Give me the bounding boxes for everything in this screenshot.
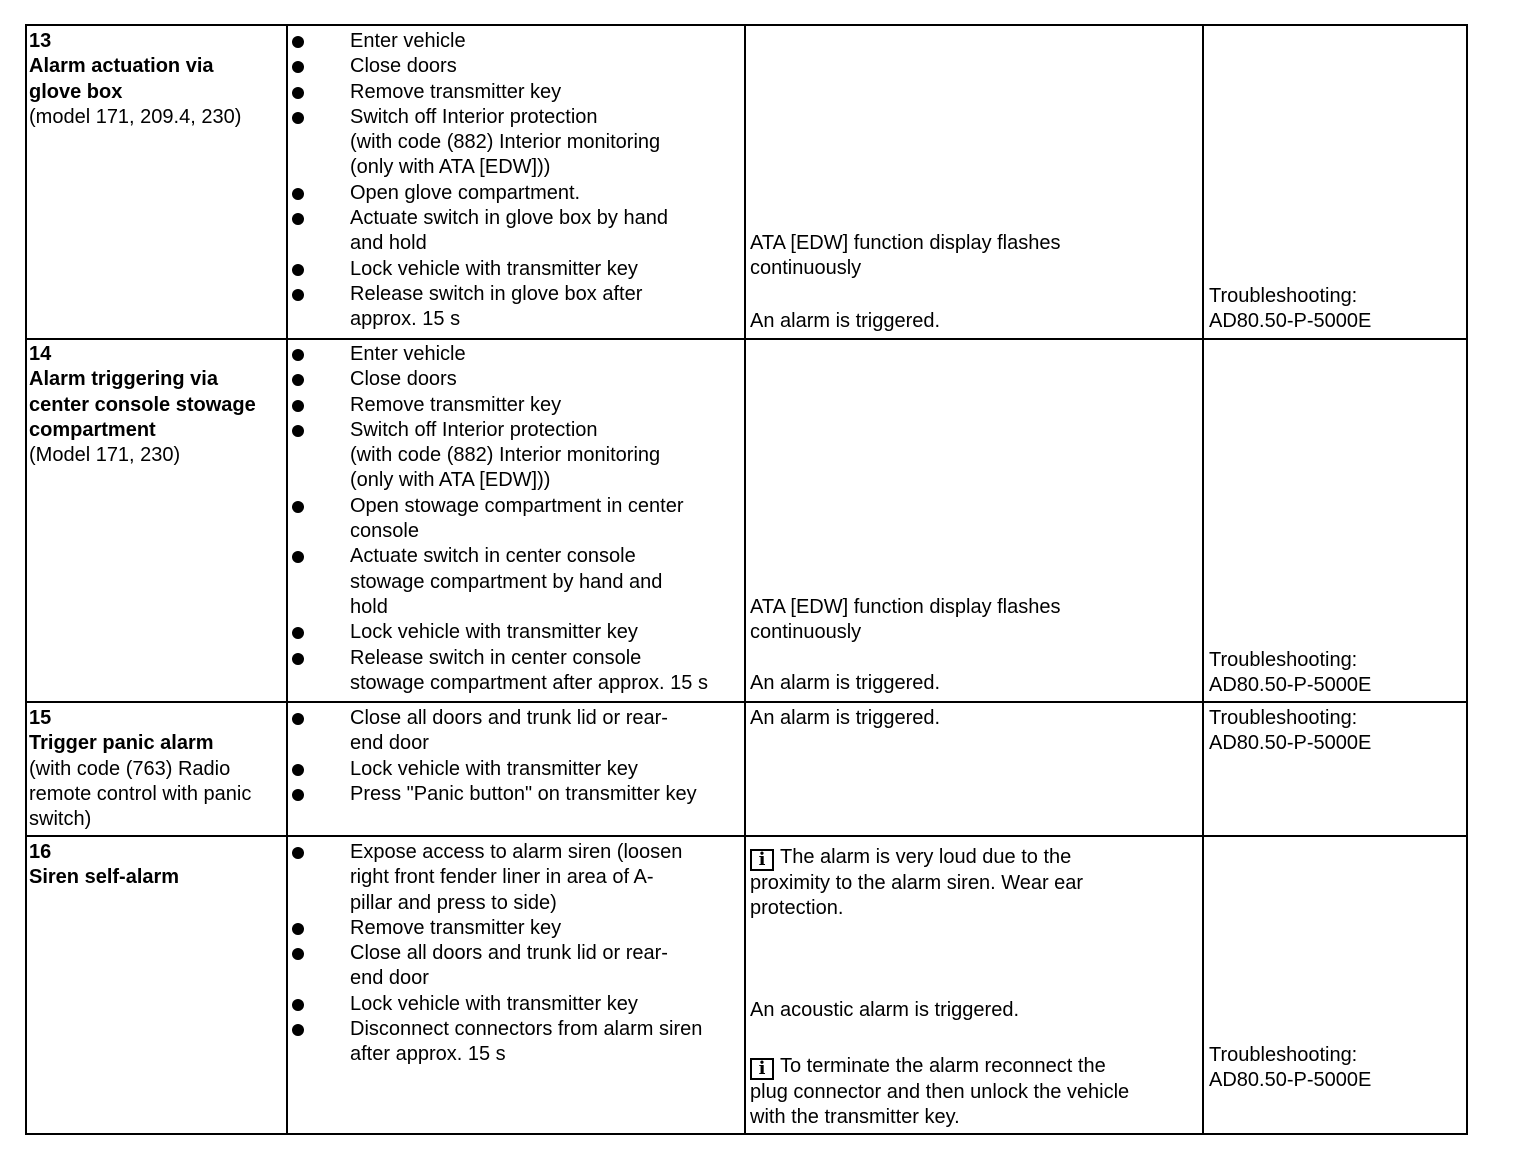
bullet-icon [292, 713, 304, 725]
test-title-13 [29, 29, 241, 130]
bullet-icon [292, 847, 304, 859]
test-title-16 [29, 840, 179, 891]
step-item: Actuate switch in center console stowage compartment by hand and hold [292, 544, 708, 620]
step-item: Switch off Interior protection (with code (882) Interior monitoring (only with ATA [EDW])) [292, 105, 668, 181]
step-item: Expose access to alarm siren (loosen right front fender liner in area of A- pillar and press to side) [292, 840, 702, 916]
column-divider [744, 26, 746, 1133]
troubleshooting-ref: Troubleshooting: AD80.50-P-5000E [1209, 285, 1372, 333]
info-icon: i [750, 1058, 774, 1080]
bullet-icon [292, 627, 304, 639]
step-item: Press "Panic button" on transmitter key [292, 782, 697, 807]
step-item: Close all doors and trunk lid or rear- end door [292, 941, 702, 992]
bullet-icon [292, 36, 304, 48]
test-steps-13 [292, 29, 668, 333]
test-table [25, 24, 1468, 1135]
step-item: Close doors [292, 367, 708, 392]
test-number: 16 [29, 841, 52, 863]
bullet-icon [292, 948, 304, 960]
test-name: Siren self-alarm [29, 866, 180, 889]
bullet-icon [292, 61, 304, 73]
result-alarm: An alarm is triggered. [750, 707, 941, 729]
result-alarm: An acoustic alarm is triggered. [750, 999, 1020, 1021]
step-item: Actuate switch in glove box by hand and hold [292, 206, 668, 257]
step-item: Release switch in glove box after approx. 15 s [292, 282, 668, 333]
step-item: Lock vehicle with transmitter key [292, 757, 697, 782]
bullet-icon [292, 501, 304, 513]
bullet-icon [292, 764, 304, 776]
bullet-icon [292, 264, 304, 276]
test-name: Alarm triggering via center console stowage compartment [29, 368, 256, 441]
troubleshooting-ref: Troubleshooting: AD80.50-P-5000E [1209, 649, 1372, 697]
bullet-icon [292, 374, 304, 386]
info-note-terminate [750, 1054, 1129, 1131]
row-divider [27, 835, 1466, 837]
bullet-icon [292, 923, 304, 935]
test-steps-14 [292, 342, 708, 696]
step-item: Disconnect connectors from alarm siren after approx. 15 s [292, 1017, 702, 1068]
bullet-icon [292, 999, 304, 1011]
step-item: Open glove compartment. [292, 181, 668, 206]
bullet-icon [292, 188, 304, 200]
step-item: Remove transmitter key [292, 80, 668, 105]
step-item: Enter vehicle [292, 342, 708, 367]
bullet-icon [292, 1024, 304, 1036]
test-steps-15 [292, 706, 697, 807]
info-note-text: The alarm is very loud due to the proximity to the alarm siren. Wear ear protection. [750, 846, 1084, 920]
step-item: Lock vehicle with transmitter key [292, 620, 708, 645]
bullet-icon [292, 425, 304, 437]
bullet-icon [292, 87, 304, 99]
bullet-icon [292, 213, 304, 225]
step-item: Remove transmitter key [292, 916, 702, 941]
bullet-icon [292, 789, 304, 801]
test-title-14 [29, 342, 256, 468]
step-item: Close doors [292, 54, 668, 79]
bullet-icon [292, 551, 304, 563]
test-name: Alarm actuation via glove box [29, 55, 214, 103]
bullet-icon [292, 400, 304, 412]
info-note-text: To terminate the alarm reconnect the plug connector and then unlock the vehicle with the transmitter key. [750, 1055, 1130, 1129]
info-icon: i [750, 849, 774, 871]
step-item: Release switch in center console stowage compartment after approx. 15 s [292, 646, 708, 697]
info-note-ear-protection [750, 845, 1083, 922]
step-item: Lock vehicle with transmitter key [292, 992, 702, 1017]
column-divider [1202, 26, 1204, 1133]
test-title-15 [29, 706, 251, 832]
bullet-icon [292, 289, 304, 301]
troubleshooting-ref: Troubleshooting: AD80.50-P-5000E [1209, 707, 1372, 755]
result-alarm: An alarm is triggered. [750, 310, 941, 332]
test-number: 15 [29, 707, 52, 729]
bullet-icon [292, 112, 304, 124]
test-models: (with code (763) Radio remote control with panic switch) [29, 757, 252, 831]
step-item: Remove transmitter key [292, 393, 708, 418]
bullet-icon [292, 349, 304, 361]
test-name: Trigger panic alarm [29, 732, 214, 755]
bullet-icon [292, 653, 304, 665]
test-number: 13 [29, 30, 52, 52]
step-item: Close all doors and trunk lid or rear- end door [292, 706, 697, 757]
step-item: Enter vehicle [292, 29, 668, 54]
row-divider [27, 701, 1466, 703]
column-divider [286, 26, 288, 1133]
test-models: (model 171, 209.4, 230) [29, 105, 242, 128]
test-models: (Model 171, 230) [29, 444, 181, 467]
test-number: 14 [29, 343, 52, 365]
result-display: ATA [EDW] function display flashes continuously [750, 232, 1061, 280]
result-display: ATA [EDW] function display flashes continuously [750, 596, 1061, 644]
step-item: Switch off Interior protection (with code (882) Interior monitoring (only with ATA [EDW])) [292, 418, 708, 494]
step-item: Open stowage compartment in center console [292, 494, 708, 545]
test-steps-16 [292, 840, 702, 1068]
troubleshooting-ref: Troubleshooting: AD80.50-P-5000E [1209, 1044, 1372, 1092]
step-item: Lock vehicle with transmitter key [292, 257, 668, 282]
row-divider [27, 338, 1466, 340]
result-alarm: An alarm is triggered. [750, 672, 941, 694]
